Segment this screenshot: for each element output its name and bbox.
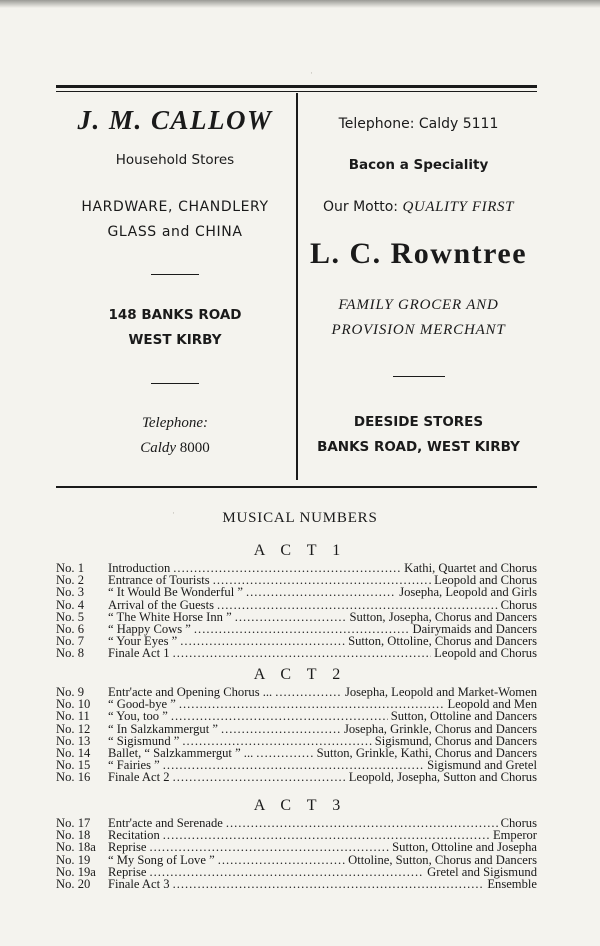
advert-top-rule	[56, 85, 537, 88]
rowntree-motto-text: QUALITY FIRST	[402, 199, 515, 215]
song-title: Reprise	[108, 864, 147, 879]
leader-dots	[256, 747, 313, 760]
rowntree-name: L. C. Rowntree	[309, 237, 528, 270]
paper-speck: ·	[310, 68, 313, 78]
song-title: Finale Act 3	[108, 877, 170, 891]
rowntree-rule	[393, 376, 445, 377]
song-title: “ Happy Cows ”	[108, 622, 191, 636]
musical-number-row	[56, 647, 537, 660]
number-label: No. 18	[56, 828, 91, 843]
rowntree-desc-line2: PROVISION MERCHANT	[331, 322, 506, 338]
song-title: “ In Salzkammergut ”	[108, 721, 218, 736]
rowntree-speciality: Bacon a Speciality	[348, 157, 489, 173]
leader-dots	[275, 686, 342, 699]
act-heading: A C T 2	[253, 666, 347, 683]
rowntree-advert	[300, 93, 537, 480]
leader-dots	[173, 878, 485, 891]
rowntree-store-line1: DEESIDE STORES	[353, 414, 484, 430]
performers: Ottoline, Sutton, Chorus and Dancers	[348, 852, 537, 867]
performers: Josepha, Grinkle, Chorus and Dancers	[343, 721, 537, 736]
number-label: No. 13	[56, 733, 91, 748]
musical-numbers-heading: MUSICAL NUMBERS	[222, 510, 378, 526]
page-edge-shadow	[0, 0, 600, 8]
callow-advert	[56, 93, 294, 480]
song-title: Introduction	[108, 561, 171, 575]
song-title: “ Good-bye ”	[108, 697, 176, 712]
callow-telephone-label: Telephone:	[141, 415, 209, 431]
performers: Josepha, Leopold and Girls	[399, 585, 537, 600]
performers: Sigismund, Chorus and Dancers	[374, 733, 537, 748]
number-label: No. 17	[56, 816, 91, 830]
callow-address-line2: WEST KIRBY	[128, 332, 222, 348]
performers: Josepha, Leopold and Market-Women	[344, 685, 537, 699]
leader-dots	[235, 611, 347, 624]
performers: Dairymaids and Dancers	[412, 622, 537, 636]
performers: Ensemble	[487, 877, 537, 891]
rowntree-telephone: Telephone: Caldy 5111	[338, 116, 499, 132]
advert-divider	[296, 93, 298, 480]
song-title: Finale Act 2	[108, 770, 170, 785]
number-label: No. 4	[56, 597, 84, 612]
act-heading: A C T 3	[253, 797, 347, 814]
callow-tel-digits: 8000	[179, 440, 210, 456]
performers: Emperor	[492, 828, 537, 843]
song-title: “ Sigismund ”	[108, 733, 180, 748]
song-title: “ Your Eyes ”	[108, 634, 178, 649]
callow-name: J. M. CALLOW	[77, 105, 273, 135]
number-label: No. 19a	[56, 864, 96, 879]
callow-telephone-number	[56, 440, 294, 457]
callow-household-stores: Household Stores	[115, 152, 235, 168]
number-entry	[108, 866, 537, 879]
callow-tel-exchange: Caldy	[140, 440, 177, 456]
number-label: No. 18a	[56, 840, 96, 855]
song-title: Ballet, “ Salzkammergut ” ...	[108, 746, 254, 760]
performers: Leopold and Chorus	[434, 646, 537, 661]
song-title: “ The White Horse Inn ”	[108, 609, 232, 624]
song-title: “ You, too ”	[108, 709, 168, 724]
song-title: Entr'acte and Serenade	[108, 816, 223, 830]
number-label: No. 6	[56, 622, 84, 636]
song-title: Entrance of Tourists	[108, 573, 210, 588]
number-label: No. 10	[56, 697, 91, 712]
number-entry	[108, 878, 537, 891]
performers: Sutton, Ottoline and Dancers	[390, 709, 537, 724]
callow-hardware: HARDWARE, CHANDLERY	[81, 199, 269, 215]
number-label: No. 12	[56, 721, 91, 736]
number-label: No. 3	[56, 585, 84, 600]
performers: Leopold and Chorus	[434, 573, 537, 588]
act-heading: A C T 1	[253, 542, 347, 559]
leader-dots	[180, 635, 345, 648]
song-title: Arrival of the Guests	[108, 597, 214, 612]
rowntree-desc-line1: FAMILY GROCER AND	[338, 297, 499, 313]
number-label: No. 19	[56, 852, 91, 867]
number-label: No. 20	[56, 877, 91, 891]
rowntree-motto-prefix: Our Motto:	[322, 199, 398, 215]
performers: Sigismund and Gretel	[427, 758, 537, 773]
leader-dots	[226, 817, 498, 830]
number-entry	[108, 771, 537, 784]
leader-dots	[149, 866, 424, 879]
advert-bottom-rule	[56, 486, 537, 488]
number-label: No. 1	[56, 561, 84, 575]
performers: Sutton, Grinkle, Kathi, Chorus and Dancers	[316, 746, 537, 760]
musical-number-row	[56, 771, 537, 784]
song-title: “ My Song of Love ”	[108, 852, 215, 867]
number-entry	[108, 817, 537, 830]
rowntree-store-line2: BANKS ROAD, WEST KIRBY	[317, 439, 520, 455]
number-label: No. 7	[56, 634, 84, 649]
leader-dots	[173, 647, 432, 660]
advert-top-rule-thin	[56, 91, 537, 92]
number-label: No. 8	[56, 646, 84, 661]
song-title: “ Fairies ”	[108, 758, 160, 773]
performers: Chorus	[500, 597, 537, 612]
number-label: No. 2	[56, 573, 84, 588]
performers: Leopold, Josepha, Sutton and Chorus	[348, 770, 537, 785]
number-label: No. 11	[56, 709, 90, 724]
leader-dots	[246, 586, 396, 599]
song-title: “ It Would Be Wonderful ”	[108, 585, 243, 600]
callow-rule-2	[151, 383, 199, 384]
rowntree-motto	[300, 199, 537, 216]
leader-dots	[221, 723, 341, 736]
leader-dots	[173, 771, 346, 784]
musical-number-row	[56, 878, 537, 891]
song-title: Recitation	[108, 828, 160, 843]
song-title: Finale Act 1	[108, 646, 170, 661]
number-label: No. 14	[56, 746, 91, 760]
number-label: No. 9	[56, 685, 84, 699]
number-label: No. 16	[56, 770, 91, 785]
number-label: No. 5	[56, 609, 84, 624]
number-entry	[108, 647, 537, 660]
performers: Leopold and Men	[447, 697, 537, 712]
callow-glass-china: GLASS and CHINA	[107, 224, 243, 240]
performers: Kathi, Quartet and Chorus	[404, 561, 537, 575]
performers: Chorus	[500, 816, 537, 830]
song-title: Entr'acte and Opening Chorus ...	[108, 685, 273, 699]
performers: Sutton, Ottoline, Chorus and Dancers	[348, 634, 537, 649]
song-title: Reprise	[108, 840, 147, 855]
performers: Sutton, Ottoline and Josepha	[392, 840, 537, 855]
callow-address-line1: 148 BANKS ROAD	[108, 307, 242, 323]
callow-rule-1	[151, 274, 199, 275]
performers: Gretel and Sigismund	[427, 864, 537, 879]
number-label: No. 15	[56, 758, 91, 773]
leader-dots	[218, 854, 345, 867]
performers: Sutton, Josepha, Chorus and Dancers	[349, 609, 537, 624]
paper-speck: ·	[172, 508, 175, 518]
